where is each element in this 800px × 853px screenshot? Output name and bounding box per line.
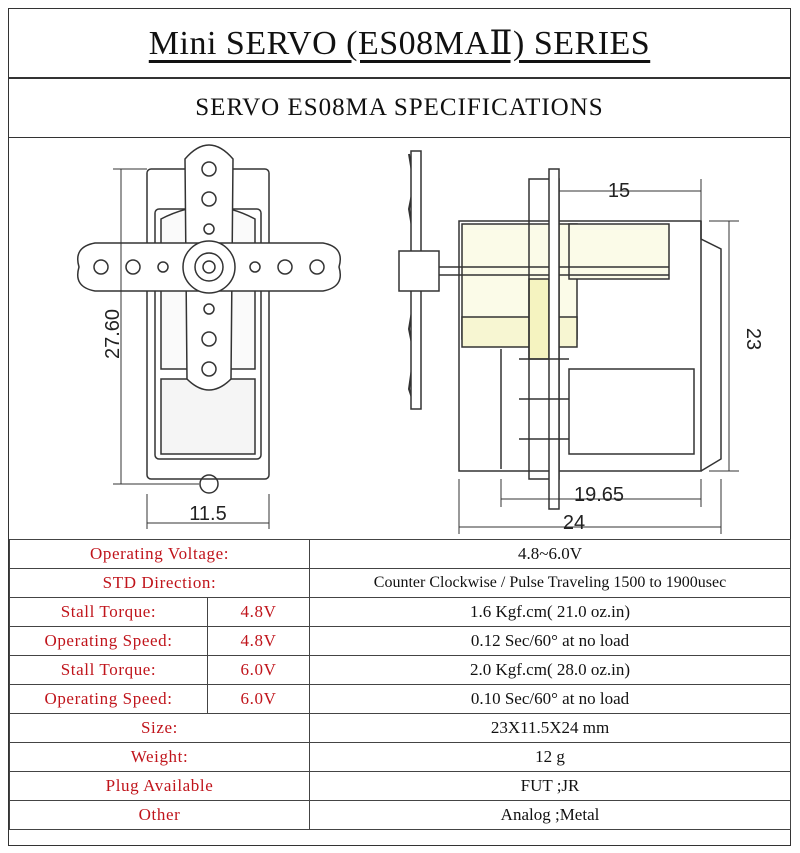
spec-row [10, 627, 791, 656]
servo-technical-drawing [9, 139, 790, 539]
page-title [9, 9, 790, 79]
spec-label: Operating Speed: [10, 685, 208, 714]
spec-value: 0.10 Sec/60° at no load [310, 685, 791, 714]
servo-drawing-svg [9, 139, 790, 539]
spec-row [10, 714, 791, 743]
side-height-dimension: 23 [742, 327, 764, 351]
spec-row [10, 743, 791, 772]
spec-row [10, 569, 791, 598]
spec-row [10, 598, 791, 627]
spec-value: FUT ;JR [310, 772, 791, 801]
spec-label: Stall Torque: [10, 656, 208, 685]
page-subtitle [9, 79, 790, 138]
spec-sheet [8, 8, 791, 846]
spec-label: Other [10, 801, 310, 830]
spec-voltage: 4.8V [208, 627, 310, 656]
side-inner-dimension: 19.65 [573, 484, 625, 506]
title-text: Mini SERVO (ES08MAⅡ) SERIES [148, 25, 651, 62]
spec-voltage: 6.0V [208, 685, 310, 714]
spec-label: STD Direction: [10, 569, 310, 598]
spec-value: 0.12 Sec/60° at no load [310, 627, 791, 656]
spec-voltage: 6.0V [208, 656, 310, 685]
spec-value: 12 g [310, 743, 791, 772]
spec-label: Operating Voltage: [10, 540, 310, 569]
side-top-dimension: 15 [607, 180, 631, 202]
spec-row [10, 772, 791, 801]
spec-value: 2.0 Kgf.cm( 28.0 oz.in) [310, 656, 791, 685]
subtitle-text: SERVO ES08MA SPECIFICATIONS [195, 94, 604, 121]
spec-value: Counter Clockwise / Pulse Traveling 1500 to 1900usec [310, 569, 791, 598]
side-width-dimension: 24 [562, 512, 586, 534]
spec-value: 1.6 Kgf.cm( 21.0 oz.in) [310, 598, 791, 627]
front-height-dimension: 27.60 [102, 308, 124, 360]
side-view [399, 151, 739, 534]
front-width-dimension: 11.5 [189, 503, 227, 525]
spec-label: Size: [10, 714, 310, 743]
spec-row [10, 801, 791, 830]
spec-label: Stall Torque: [10, 598, 208, 627]
spec-value: 23X11.5X24 mm [310, 714, 791, 743]
spec-label: Plug Available [10, 772, 310, 801]
spec-row [10, 656, 791, 685]
spec-value: Analog ;Metal [310, 801, 791, 830]
spec-label: Operating Speed: [10, 627, 208, 656]
spec-value: 4.8~6.0V [310, 540, 791, 569]
spec-voltage: 4.8V [208, 598, 310, 627]
spec-row [10, 685, 791, 714]
spec-row [10, 540, 791, 569]
spec-table [9, 539, 791, 830]
spec-label: Weight: [10, 743, 310, 772]
